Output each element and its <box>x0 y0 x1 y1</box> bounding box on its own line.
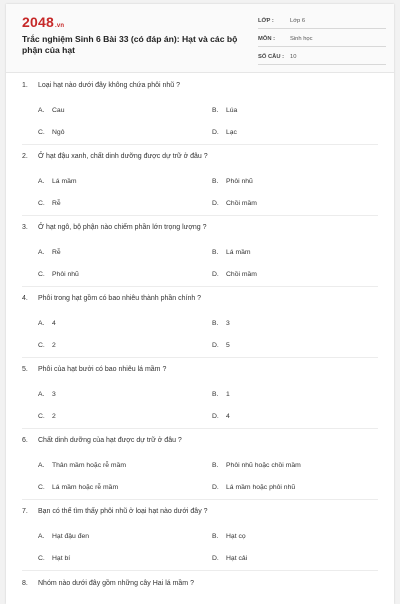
option-letter: B. <box>212 391 219 398</box>
question-stem <box>22 437 182 444</box>
option-text: Cau <box>52 107 65 114</box>
option-a[interactable] <box>38 178 77 185</box>
document-header <box>6 4 394 73</box>
option-text: Lá mầm hoặc rễ mầm <box>52 484 119 491</box>
option-b[interactable] <box>212 107 237 114</box>
question-text: Loại hạt nào dưới đây không chứa phôi nhũ ? <box>38 82 181 89</box>
question-text: Ở hạt ngô, bộ phận nào chiếm phần lớn trọng lượng ? <box>38 224 207 231</box>
question-number: 2. <box>22 153 28 160</box>
question-text: Nhóm nào dưới đây gồm những cây Hai lá mầm ? <box>38 580 194 587</box>
question-text: Phôi trong hạt gồm có bao nhiêu thành phần chính ? <box>38 295 202 302</box>
option-d[interactable] <box>212 555 247 562</box>
option-c[interactable] <box>38 342 56 349</box>
option-text: Chồi mầm <box>226 200 257 207</box>
option-text: 4 <box>226 413 230 420</box>
question-text: Chất dinh dưỡng của hạt được dự trữ ở đâu ? <box>38 437 182 444</box>
option-letter: C. <box>38 200 45 207</box>
option-letter: B. <box>212 533 219 540</box>
option-letter: D. <box>212 200 219 207</box>
option-b[interactable] <box>212 533 246 540</box>
question-stem <box>22 153 208 160</box>
option-text: Lạc <box>226 129 237 136</box>
divider <box>22 499 378 500</box>
option-letter: B. <box>212 320 219 327</box>
meta-label: LỚP : <box>258 18 274 24</box>
divider <box>22 428 378 429</box>
option-text: Hạt bí <box>52 555 71 562</box>
option-letter: D. <box>212 271 219 278</box>
question-text: Phôi của hạt bưởi có bao nhiêu lá mầm ? <box>38 366 167 373</box>
option-d[interactable] <box>212 271 257 278</box>
document-page <box>6 4 394 604</box>
question-number: 5. <box>22 366 28 373</box>
question-number: 6. <box>22 437 28 444</box>
option-text: 2 <box>52 413 56 420</box>
option-text: Ngô <box>52 129 65 136</box>
question-stem <box>22 580 194 587</box>
question-number: 4. <box>22 295 28 302</box>
option-c[interactable] <box>38 413 56 420</box>
question-number: 8. <box>22 580 28 587</box>
option-letter: A. <box>38 462 45 469</box>
meta-subject-row <box>258 32 386 47</box>
option-b[interactable] <box>212 249 251 256</box>
option-text: 2 <box>52 342 56 349</box>
option-letter: B. <box>212 249 219 256</box>
option-letter: A. <box>38 249 45 256</box>
option-a[interactable] <box>38 391 56 398</box>
option-letter: A. <box>38 391 45 398</box>
divider <box>22 286 378 287</box>
site-logo[interactable] <box>22 14 64 30</box>
question-stem <box>22 366 166 373</box>
option-b[interactable] <box>212 178 253 185</box>
option-text: Lá mầm <box>226 249 251 256</box>
option-text: Lúa <box>226 107 238 114</box>
option-text: Lá mầm hoặc phôi nhũ <box>226 484 296 491</box>
option-a[interactable] <box>38 249 61 256</box>
option-letter: D. <box>212 413 219 420</box>
option-text: Thân mầm hoặc rễ mầm <box>52 462 127 469</box>
option-letter: A. <box>38 178 45 185</box>
option-d[interactable] <box>212 342 230 349</box>
option-c[interactable] <box>38 555 70 562</box>
option-a[interactable] <box>38 533 89 540</box>
option-c[interactable] <box>38 129 64 136</box>
meta-value: Lớp 6 <box>290 18 306 24</box>
option-text: 3 <box>52 391 56 398</box>
option-a[interactable] <box>38 320 56 327</box>
option-letter: C. <box>38 271 45 278</box>
option-letter: B. <box>212 107 219 114</box>
option-b[interactable] <box>212 391 230 398</box>
option-text: Rễ <box>52 249 61 256</box>
option-d[interactable] <box>212 129 237 136</box>
option-letter: D. <box>212 555 219 562</box>
meta-label: SỐ CÂU : <box>258 54 285 60</box>
option-text: Phôi nhũ <box>52 271 79 278</box>
logo-tld: .vn <box>54 23 65 29</box>
option-letter: B. <box>212 178 219 185</box>
question-stem <box>22 224 207 231</box>
option-text: Phôi nhũ <box>226 178 253 185</box>
option-letter: A. <box>38 107 45 114</box>
option-text: 1 <box>226 391 230 398</box>
question-stem <box>22 295 201 302</box>
option-text: Hạt đậu đen <box>52 533 90 540</box>
option-text: Hạt cải <box>226 555 248 562</box>
option-letter: C. <box>38 484 45 491</box>
option-letter: B. <box>212 462 219 469</box>
option-text: Phôi nhũ hoặc chồi mầm <box>226 462 301 469</box>
question-number: 3. <box>22 224 28 231</box>
option-a[interactable] <box>38 462 126 469</box>
option-c[interactable] <box>38 271 79 278</box>
option-letter: A. <box>38 320 45 327</box>
option-letter: D. <box>212 129 219 136</box>
divider <box>22 357 378 358</box>
question-text: Bạn có thể tìm thấy phôi nhũ ở loại hạt nào dưới đây ? <box>38 508 208 515</box>
option-letter: D. <box>212 484 219 491</box>
option-d[interactable] <box>212 413 230 420</box>
option-letter: D. <box>212 342 219 349</box>
option-text: 4 <box>52 320 56 327</box>
option-text: Chồi mầm <box>226 271 257 278</box>
question-text: Ở hạt đậu xanh, chất dinh dưỡng được dự trữ ở đâu ? <box>38 153 208 160</box>
option-text: 5 <box>226 342 230 349</box>
option-d[interactable] <box>212 200 257 207</box>
option-b[interactable] <box>212 462 301 469</box>
option-text: Lá mầm <box>52 178 77 185</box>
option-b[interactable] <box>212 320 230 327</box>
option-text: Hạt cọ <box>226 533 246 540</box>
meta-value: Sinh học <box>290 36 313 42</box>
option-a[interactable] <box>38 107 64 114</box>
question-stem <box>22 508 208 515</box>
option-text: Rễ <box>52 200 61 207</box>
question-stem <box>22 82 180 89</box>
option-c[interactable] <box>38 484 118 491</box>
divider <box>22 570 378 571</box>
option-letter: C. <box>38 342 45 349</box>
option-c[interactable] <box>38 200 61 207</box>
question-number: 7. <box>22 508 28 515</box>
option-letter: A. <box>38 533 45 540</box>
logo-text: 2048 <box>22 14 54 30</box>
option-d[interactable] <box>212 484 295 491</box>
divider <box>22 215 378 216</box>
option-letter: C. <box>38 129 45 136</box>
option-letter: C. <box>38 555 45 562</box>
meta-value: 10 <box>290 54 297 60</box>
divider <box>22 144 378 145</box>
option-letter: C. <box>38 413 45 420</box>
option-text: 3 <box>226 320 230 327</box>
page-title: Trắc nghiệm Sinh 6 Bài 33 (có đáp án): Hạt và các bộ phận của hạt <box>22 34 238 55</box>
question-number: 1. <box>22 82 28 89</box>
meta-class-row <box>258 14 386 29</box>
meta-label: MÔN : <box>258 36 276 42</box>
meta-count-row <box>258 50 386 65</box>
